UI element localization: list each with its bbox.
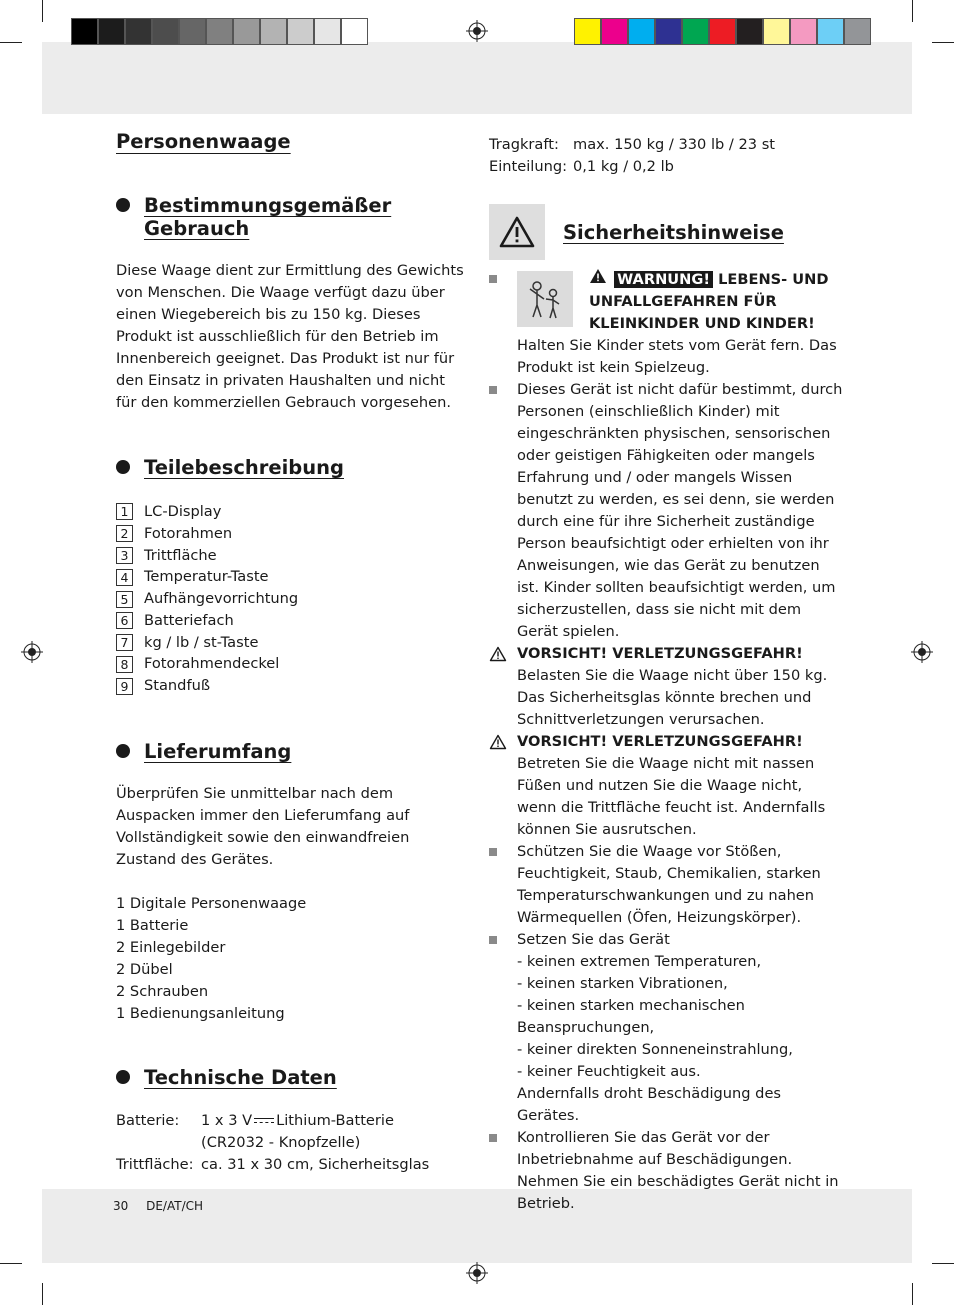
persons-text: Dieses Gerät ist nicht dafür bestimmt, durch Personen (einschließlich Kinder) mit eingeschränkten physischen, sensorischen oder geistigen Fähigkeiten oder mangels Erfahrung und / oder mangels Wissen benutzt zu werden, es sei denn, sie werden durch eine für ihre Sicherheit zuständige Person beaufsichtigt oder erhielten von ihr Anweisungen, wie das Gerät zu benutzen ist. Kinder sollten beaufsichtigt werden, um sicherzustellen, dass sie nicht mit dem Gerät spielen. (517, 381, 843, 640)
safety-list (489, 268, 845, 1215)
list-item: 1 Batterie (116, 917, 189, 935)
section-title: Technische Daten (144, 1066, 337, 1090)
expose-item: - keiner Feuchtigkeit aus. (517, 1063, 701, 1080)
color-swatch (763, 18, 790, 45)
expose-item: - keinen starken mechanischen Beanspruchungen, (517, 997, 745, 1036)
part-number: 3 (116, 547, 133, 564)
list-item: 2 Dübel (116, 961, 173, 979)
caution-item (489, 731, 845, 841)
intended-use-text: Diese Waage dient zur Ermittlung des Gewichts von Menschen. Die Waage verfügt dazu über einen Wiegebereich bis zu 150 kg. Dieses Produkt ist ausschließlich für den Betrieb im Innenbereich geeignet. Das Produkt ist nur für den Einsatz in privaten Haushalten und nicht für den kommerziellen Gebrauch vorgesehen. (116, 262, 464, 411)
warning-label: WARNUNG! (614, 271, 713, 288)
color-swatch (233, 18, 260, 45)
page-number: 30 (113, 1199, 129, 1213)
list-item (489, 379, 845, 643)
expose-item: - keiner direkten Sonneneinstrahlung, (517, 1041, 793, 1058)
caution-title: VORSICHT! VERLETZUNGSGEFAHR! (517, 733, 803, 750)
registration-mark-icon (466, 1262, 488, 1284)
safety-heading (489, 204, 845, 260)
caution-text: Betreten Sie die Waage nicht mit nassen Füßen und nutzen Sie die Waage nicht, wenn die Trittfläche feucht ist. Andernfalls können Sie ausrutschen. (517, 755, 826, 838)
delivery-heading (116, 740, 468, 763)
color-swatch (844, 18, 871, 45)
list-item (116, 675, 468, 697)
bullet-dot-icon (116, 1070, 130, 1084)
warning-triangle-icon (489, 204, 545, 260)
spec-label: Einteilung: (489, 158, 568, 175)
spec-label: Batterie: (116, 1112, 180, 1130)
color-swatch (260, 18, 287, 45)
caution-item (489, 643, 845, 731)
part-label: Aufhängevorrichtung (144, 590, 299, 608)
part-number: 8 (116, 656, 133, 673)
intended-use-heading (116, 194, 468, 240)
list-item (116, 501, 468, 523)
list-item (116, 523, 468, 545)
color-swatch (125, 18, 152, 45)
crop-mark (0, 42, 22, 43)
color-swatch (682, 18, 709, 45)
expose-item: - keinen extremen Temperaturen, (517, 953, 762, 970)
part-number: 4 (116, 569, 133, 586)
color-swatch (287, 18, 314, 45)
color-swatch (601, 18, 628, 45)
region-label: DE/AT/CH (146, 1199, 204, 1213)
crop-mark (0, 1263, 22, 1264)
kids-warning-text: LEBENS- UND UNFALLGEFAHREN FÜR KLEINKINDER UND KINDER! (589, 271, 829, 332)
list-item (116, 610, 468, 632)
list-item: 2 Schrauben (116, 983, 209, 1001)
section-title: Lieferumfang (144, 740, 292, 764)
square-bullet-icon (489, 848, 497, 856)
list-item (116, 654, 468, 676)
part-label: Fotorahmen (144, 524, 233, 542)
crop-mark (912, 0, 913, 22)
child-warning-icon (517, 271, 573, 327)
right-column (489, 134, 845, 1215)
part-number: 6 (116, 612, 133, 629)
list-item: 1 Digitale Personenwaage (116, 895, 307, 913)
crop-mark (932, 1263, 954, 1264)
crop-mark (42, 1283, 43, 1305)
spec-row (489, 134, 845, 156)
list-item (489, 1127, 845, 1215)
square-bullet-icon (489, 386, 497, 394)
part-label: Trittfläche (144, 546, 217, 564)
registration-mark-icon (21, 641, 43, 663)
spec-row (489, 156, 845, 178)
section-title: Sicherheitshinweise (563, 220, 784, 244)
list-item (116, 545, 468, 567)
part-label: Temperatur-Taste (144, 568, 269, 586)
color-swatch (628, 18, 655, 45)
battery-type: Lithium-Batterie (276, 1112, 394, 1130)
list-item (116, 566, 468, 588)
protect-text: Schützen Sie die Waage vor Stößen, Feuchtigkeit, Staub, Chemikalien, starken Temperaturschwankungen und zu nahen Wärmequellen (Öfen, Heizungskörper). (517, 843, 821, 926)
kids-text: Halten Sie Kinder stets vom Gerät fern. Das Produkt ist kein Spielzeug. (517, 337, 837, 376)
crop-mark (42, 0, 43, 22)
part-number: 1 (116, 503, 133, 520)
list-item (489, 929, 845, 1127)
color-swatch (341, 18, 368, 45)
color-swatch (574, 18, 601, 45)
list-item: 2 Einlegebilder (116, 939, 226, 957)
bullet-dot-icon (116, 198, 130, 212)
registration-mark-icon (466, 20, 488, 42)
color-swatch (736, 18, 763, 45)
spec-value: (CR2032 - Knopfzelle) (201, 1134, 361, 1152)
gray-color-bar (71, 18, 368, 46)
left-column (116, 130, 468, 1176)
caution-triangle-icon (489, 643, 511, 669)
delivery-intro: Überprüfen Sie unmittelbar nach dem Auspacken immer den Lieferumfang auf Vollständigkeit sowie den einwandfreien Zustand des Gerätes. (116, 785, 410, 869)
spec-row (116, 1110, 468, 1132)
square-bullet-icon (489, 1134, 497, 1142)
color-swatch (655, 18, 682, 45)
expose-item: - keinen starken Vibrationen, (517, 975, 728, 992)
crop-mark (912, 1283, 913, 1305)
part-label: LC-Display (144, 502, 222, 520)
square-bullet-icon (489, 275, 497, 283)
list-item (116, 632, 468, 654)
section-title: Bestimmungsgemäßer Gebrauch (144, 194, 392, 240)
part-number: 5 (116, 591, 133, 608)
caution-text: Belasten Sie die Waage nicht über 150 kg. Das Sicherheitsglas könnte brechen und Schnittverletzungen verursachen. (517, 667, 828, 728)
dc-symbol-icon (254, 1117, 274, 1125)
color-swatch (152, 18, 179, 45)
expose-outro: Andernfalls droht Beschädigung des Gerätes. (517, 1085, 782, 1124)
color-swatch (179, 18, 206, 45)
color-swatch (314, 18, 341, 45)
spec-label: Trittfläche: (116, 1156, 194, 1174)
spec-value (201, 1110, 394, 1132)
list-item (116, 588, 468, 610)
parts-list (116, 501, 468, 697)
part-label: Fotorahmendeckel (144, 655, 280, 673)
tech-heading (116, 1066, 468, 1089)
parts-heading (116, 456, 468, 479)
registration-mark-icon (911, 641, 933, 663)
list-item (489, 268, 845, 335)
caution-title: VORSICHT! VERLETZUNGSGEFAHR! (517, 645, 803, 662)
spec-value: ca. 31 x 30 cm, Sicherheitsglas (201, 1156, 430, 1174)
spec-value: 0,1 kg / 0,2 lb (573, 158, 674, 175)
expose-intro: Setzen Sie das Gerät (517, 931, 670, 948)
spec-value: max. 150 kg / 330 lb / 23 st (573, 136, 776, 153)
process-color-bar (574, 18, 871, 46)
part-number: 2 (116, 525, 133, 542)
color-swatch (98, 18, 125, 45)
color-swatch (817, 18, 844, 45)
battery-voltage: 1 x 3 V (201, 1112, 253, 1130)
part-label: Batteriefach (144, 611, 234, 629)
color-swatch (790, 18, 817, 45)
square-bullet-icon (489, 936, 497, 944)
bullet-dot-icon (116, 460, 130, 474)
tech-specs (116, 1110, 468, 1176)
header-band (42, 42, 912, 114)
caution-triangle-icon (489, 731, 511, 757)
crop-mark (932, 42, 954, 43)
bullet-dot-icon (116, 744, 130, 758)
color-swatch (71, 18, 98, 45)
spec-label-empty (116, 1132, 201, 1154)
page-title: Personenwaage (116, 130, 291, 153)
spec-row (116, 1154, 468, 1176)
color-swatch (709, 18, 736, 45)
delivery-list (116, 893, 468, 1025)
spec-row (116, 1132, 468, 1154)
section-title: Teilebeschreibung (144, 456, 344, 479)
color-swatch (206, 18, 233, 45)
part-label: kg / lb / st-Taste (144, 633, 259, 651)
spec-label: Tragkraft: (489, 136, 559, 153)
part-number: 7 (116, 634, 133, 651)
list-item (489, 841, 845, 929)
part-label: Standfuß (144, 677, 211, 695)
check-text: Kontrollieren Sie das Gerät vor der Inbetriebnahme auf Beschädigungen. Nehmen Sie ein beschädigtes Gerät nicht in Betrieb. (517, 1129, 839, 1212)
warning-triangle-icon (589, 268, 609, 291)
page-footer (113, 1199, 217, 1213)
list-item: 1 Bedienungsanleitung (116, 1005, 285, 1023)
part-number: 9 (116, 678, 133, 695)
